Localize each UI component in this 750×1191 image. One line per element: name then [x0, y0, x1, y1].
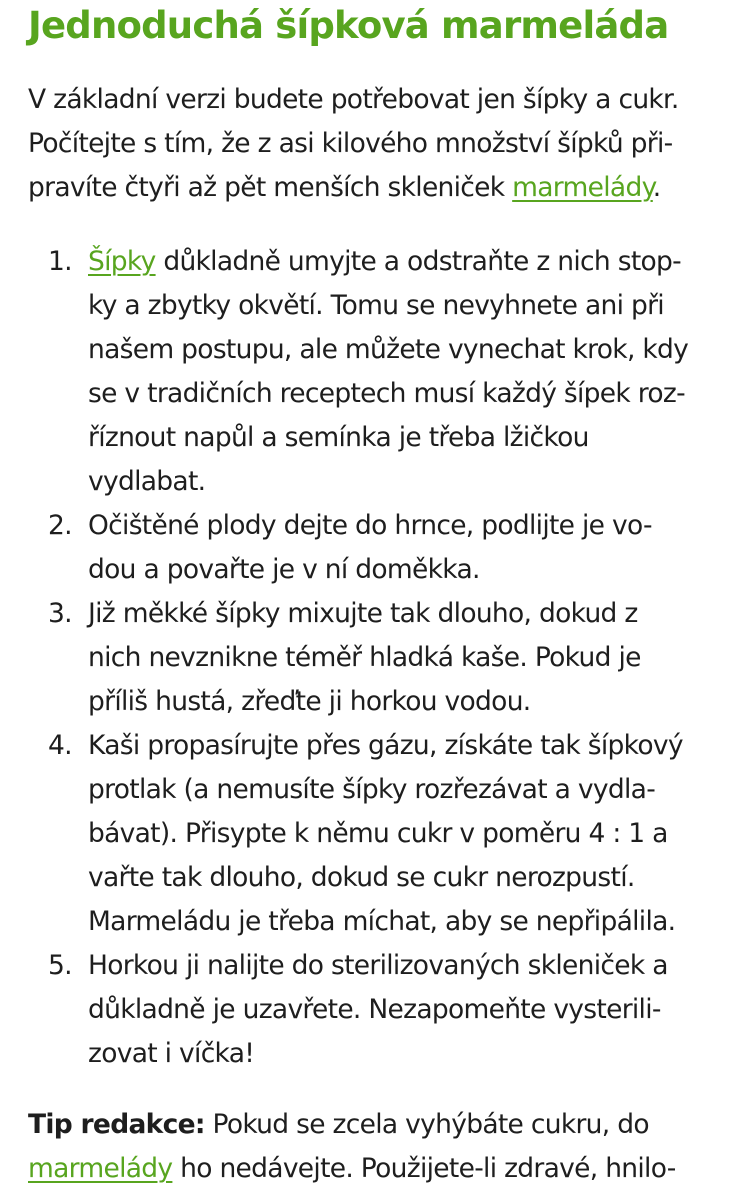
step-line: Již měkké šípky mixujte tak dlouho, dokud z: [88, 598, 638, 629]
step-text: důkladně umyjte a odstraňte z nich stop-: [155, 246, 682, 277]
marmelady-link[interactable]: marmelády: [512, 172, 653, 203]
intro-paragraph: [28, 78, 679, 210]
step-line: Horkou ji nalijte do sterilizovaných skleniček a: [88, 950, 668, 981]
tip-line: [28, 1103, 676, 1147]
step-line: Očištěné plody dejte do hrnce, podlijte je vo-: [88, 510, 652, 541]
step-4: [28, 724, 688, 944]
step-3: [28, 592, 688, 724]
tip-label: Tip redakce:: [28, 1109, 205, 1140]
intro-text: .: [652, 172, 661, 203]
tip-line: [28, 1147, 676, 1191]
step-line: vydlabat.: [88, 466, 206, 497]
step-line: se v tradičních receptech musí každý šípek roz-: [88, 378, 685, 409]
step-line: dou a povařte je v ní doměkka.: [88, 554, 480, 585]
step-number: 4.: [48, 730, 72, 761]
step-line: našem postupu, ale můžete vynechat krok, kdy: [88, 334, 689, 365]
step-line: Kaši propasírujte přes gázu, získáte tak šípkový: [88, 730, 683, 761]
step-line: ky a zbytky okvětí. Tomu se nevyhnete ani při: [88, 290, 664, 321]
tip-text: ho nedávejte. Použijete-li zdravé, hnilo-: [172, 1153, 676, 1184]
step-line: říznout napůl a semínka je třeba lžičkou: [88, 422, 589, 453]
step-number: 5.: [48, 950, 72, 981]
step-line: Marmeládu je třeba míchat, aby se nepřipálila.: [88, 906, 676, 937]
intro-line: Počítejte s tím, že z asi kilového množství šípků při-: [28, 128, 673, 159]
step-line: nich nevznikne téměř hladká kaše. Pokud je: [88, 642, 641, 673]
step-1: [28, 240, 688, 504]
recipe-title: Jednoduchá šípková marmeláda: [28, 4, 669, 47]
intro-line: V základní verzi budete potřebovat jen šípky a cukr.: [28, 84, 679, 115]
step-number: 1.: [48, 246, 72, 277]
tip-paragraph: [28, 1103, 676, 1191]
step-line: důkladně je uzavřete. Nezapomeňte vysterili-: [88, 994, 661, 1025]
step-line: zovat i víčka!: [88, 1038, 255, 1069]
marmelady-link[interactable]: marmelády: [28, 1153, 173, 1184]
step-line: příliš hustá, zřeďte ji horkou vodou.: [88, 686, 531, 717]
step-line: protlak (a nemusíte šípky rozřezávat a vydla-: [88, 774, 656, 805]
step-5: [28, 944, 688, 1076]
step-number: 3.: [48, 598, 72, 629]
intro-line: [28, 166, 679, 210]
sipky-link[interactable]: Šípky: [88, 246, 156, 277]
steps-list: [28, 240, 688, 1076]
intro-text: pravíte čtyři až pět menších skleniček: [28, 172, 513, 203]
tip-text: Pokud se zcela vyhýbáte cukru, do: [204, 1109, 649, 1140]
step-line: [88, 240, 688, 284]
step-2: [28, 504, 688, 592]
step-line: vařte tak dlouho, dokud se cukr nerozpustí.: [88, 862, 635, 893]
step-number: 2.: [48, 510, 72, 541]
step-line: bávat). Přisypte k němu cukr v poměru 4 : 1 a: [88, 818, 668, 849]
